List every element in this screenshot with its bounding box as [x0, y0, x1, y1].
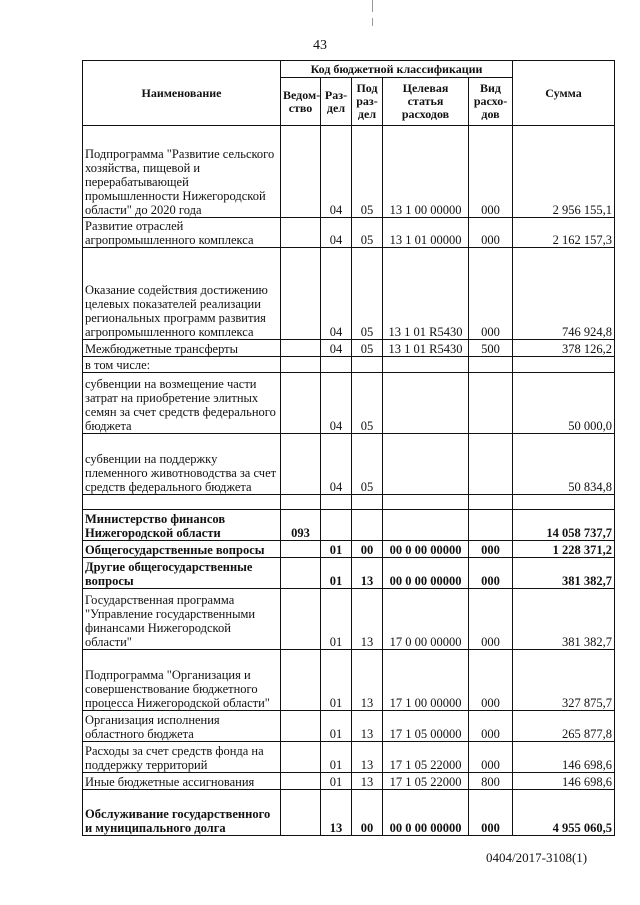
row-celevaya: 17 1 00 00000 — [383, 650, 469, 711]
row-celevaya: 17 0 00 00000 — [383, 589, 469, 650]
table-row — [83, 357, 615, 373]
row-vedomstvo — [281, 218, 321, 248]
row-summa: 327 875,7 — [513, 650, 615, 711]
row-podrazdel: 00 — [352, 541, 383, 558]
row-summa: 14 058 737,7 — [513, 510, 615, 541]
row-vedomstvo — [281, 340, 321, 357]
row-summa: 1 228 371,2 — [513, 541, 615, 558]
row-summa — [513, 357, 615, 373]
row-razdel: 01 — [321, 650, 352, 711]
row-vid: 000 — [469, 650, 513, 711]
row-vid: 800 — [469, 773, 513, 790]
row-vedomstvo — [281, 126, 321, 218]
row-vid: 000 — [469, 711, 513, 742]
row-celevaya: 13 1 01 00000 — [383, 218, 469, 248]
row-name: Оказание содействия достижению целевых показателей реализации региональных программ развития агропромышленного комплекса — [83, 248, 281, 340]
row-razdel — [321, 510, 352, 541]
row-vedomstvo — [281, 790, 321, 836]
row-vedomstvo — [281, 495, 321, 510]
row-podrazdel: 00 — [352, 790, 383, 836]
table-row — [83, 248, 615, 340]
row-celevaya: 17 1 05 00000 — [383, 711, 469, 742]
row-name: Расходы за счет средств фонда на поддержку территорий — [83, 742, 281, 773]
row-celevaya: 17 1 05 22000 — [383, 773, 469, 790]
row-summa: 50 000,0 — [513, 373, 615, 434]
row-razdel: 01 — [321, 541, 352, 558]
row-vedomstvo — [281, 558, 321, 589]
row-podrazdel: 05 — [352, 434, 383, 495]
row-podrazdel — [352, 357, 383, 373]
row-razdel: 01 — [321, 558, 352, 589]
row-vid: 000 — [469, 248, 513, 340]
row-vid: 000 — [469, 589, 513, 650]
row-podrazdel: 05 — [352, 126, 383, 218]
row-summa: 381 382,7 — [513, 558, 615, 589]
header-celevaya: Целевая статья расходов — [383, 78, 469, 126]
table-row — [83, 126, 615, 218]
row-vedomstvo — [281, 650, 321, 711]
row-name: Организация исполнения областного бюджета — [83, 711, 281, 742]
row-podrazdel: 13 — [352, 650, 383, 711]
row-celevaya — [383, 495, 469, 510]
row-podrazdel — [352, 495, 383, 510]
table-row — [83, 790, 615, 836]
row-name: Министерство финансов Нижегородской области — [83, 510, 281, 541]
row-celevaya: 17 1 05 22000 — [383, 742, 469, 773]
row-vid: 500 — [469, 340, 513, 357]
row-celevaya — [383, 510, 469, 541]
table-row — [83, 589, 615, 650]
row-summa: 146 698,6 — [513, 742, 615, 773]
row-razdel — [321, 495, 352, 510]
header-vid: Вид расхо-дов — [469, 78, 513, 126]
row-podrazdel: 13 — [352, 558, 383, 589]
row-name: в том числе: — [83, 357, 281, 373]
row-name: субвенции на возмещение части затрат на приобретение элитных семян за счет средств федерального бюджета — [83, 373, 281, 434]
table-row — [83, 711, 615, 742]
row-podrazdel: 05 — [352, 340, 383, 357]
row-name: Государственная программа "Управление государственными финансами Нижегородской области" — [83, 589, 281, 650]
row-vid: 000 — [469, 218, 513, 248]
row-name: субвенции на поддержку племенного животноводства за счет средств федерального бюджета — [83, 434, 281, 495]
row-summa: 50 834,8 — [513, 434, 615, 495]
row-vid — [469, 495, 513, 510]
row-summa: 265 877,8 — [513, 711, 615, 742]
header-name: Наименование — [83, 61, 281, 126]
row-vedomstvo — [281, 373, 321, 434]
row-celevaya: 13 1 00 00000 — [383, 126, 469, 218]
row-vid: 000 — [469, 558, 513, 589]
header-podrazdel: Под раз-дел — [352, 78, 383, 126]
row-vedomstvo — [281, 773, 321, 790]
row-podrazdel: 13 — [352, 742, 383, 773]
header-summa: Сумма — [513, 61, 615, 126]
row-celevaya: 00 0 00 00000 — [383, 558, 469, 589]
row-podrazdel: 13 — [352, 711, 383, 742]
row-summa: 746 924,8 — [513, 248, 615, 340]
row-vid — [469, 510, 513, 541]
row-name: Другие общегосударственные вопросы — [83, 558, 281, 589]
row-name: Иные бюджетные ассигнования — [83, 773, 281, 790]
row-vedomstvo — [281, 711, 321, 742]
header-razdel: Раз-дел — [321, 78, 352, 126]
row-vedomstvo — [281, 541, 321, 558]
row-summa — [513, 495, 615, 510]
row-razdel: 04 — [321, 248, 352, 340]
row-razdel: 04 — [321, 126, 352, 218]
row-vid: 000 — [469, 126, 513, 218]
page-number: 43 — [313, 38, 327, 53]
row-name: Развитие отраслей агропромышленного комплекса — [83, 218, 281, 248]
table-row — [83, 510, 615, 541]
row-summa: 378 126,2 — [513, 340, 615, 357]
row-celevaya — [383, 373, 469, 434]
row-razdel: 01 — [321, 742, 352, 773]
budget-table — [82, 60, 615, 836]
table-row — [83, 373, 615, 434]
row-celevaya: 13 1 01 R5430 — [383, 340, 469, 357]
row-vid — [469, 434, 513, 495]
table-row — [83, 495, 615, 510]
row-summa: 2 956 155,1 — [513, 126, 615, 218]
table-row — [83, 650, 615, 711]
row-razdel: 04 — [321, 340, 352, 357]
table-row — [83, 541, 615, 558]
row-podrazdel: 13 — [352, 773, 383, 790]
row-summa: 146 698,6 — [513, 773, 615, 790]
row-razdel: 04 — [321, 434, 352, 495]
row-vedomstvo — [281, 248, 321, 340]
table-row — [83, 434, 615, 495]
row-vedomstvo — [281, 589, 321, 650]
row-vedomstvo — [281, 357, 321, 373]
row-summa: 381 382,7 — [513, 589, 615, 650]
row-vid — [469, 357, 513, 373]
table-row — [83, 340, 615, 357]
row-name: Межбюджетные трансферты — [83, 340, 281, 357]
row-name: Общегосударственные вопросы — [83, 541, 281, 558]
header-vedomstvo: Ведом-ство — [281, 78, 321, 126]
row-razdel: 04 — [321, 218, 352, 248]
row-vedomstvo — [281, 434, 321, 495]
row-podrazdel: 13 — [352, 589, 383, 650]
row-razdel: 01 — [321, 773, 352, 790]
row-name — [83, 495, 281, 510]
row-razdel: 01 — [321, 589, 352, 650]
row-podrazdel: 05 — [352, 248, 383, 340]
table-body — [83, 126, 615, 836]
document-id: 0404/2017-3108(1) — [486, 850, 588, 865]
row-vid: 000 — [469, 541, 513, 558]
table-row — [83, 218, 615, 248]
row-razdel — [321, 357, 352, 373]
row-celevaya — [383, 434, 469, 495]
row-celevaya: 13 1 01 R5430 — [383, 248, 469, 340]
row-summa: 4 955 060,5 — [513, 790, 615, 836]
row-podrazdel: 05 — [352, 373, 383, 434]
row-vid — [469, 373, 513, 434]
table-row — [83, 773, 615, 790]
table-row — [83, 558, 615, 589]
row-summa: 2 162 157,3 — [513, 218, 615, 248]
row-podrazdel — [352, 510, 383, 541]
row-celevaya: 00 0 00 00000 — [383, 541, 469, 558]
row-razdel: 13 — [321, 790, 352, 836]
table-row — [83, 742, 615, 773]
row-celevaya — [383, 357, 469, 373]
row-razdel: 01 — [321, 711, 352, 742]
row-podrazdel: 05 — [352, 218, 383, 248]
row-vedomstvo — [281, 742, 321, 773]
row-name: Обслуживание государственного и муниципального долга — [83, 790, 281, 836]
row-name: Подпрограмма "Организация и совершенствование бюджетного процесса Нижегородской области" — [83, 650, 281, 711]
header-code-group: Код бюджетной классификации — [281, 61, 513, 78]
row-vid: 000 — [469, 742, 513, 773]
row-name: Подпрограмма "Развитие сельского хозяйства, пищевой и перерабатывающей промышленности Нижегородской области" до 2020 года — [83, 126, 281, 218]
row-vedomstvo: 093 — [281, 510, 321, 541]
row-razdel: 04 — [321, 373, 352, 434]
row-celevaya: 00 0 00 00000 — [383, 790, 469, 836]
row-vid: 000 — [469, 790, 513, 836]
